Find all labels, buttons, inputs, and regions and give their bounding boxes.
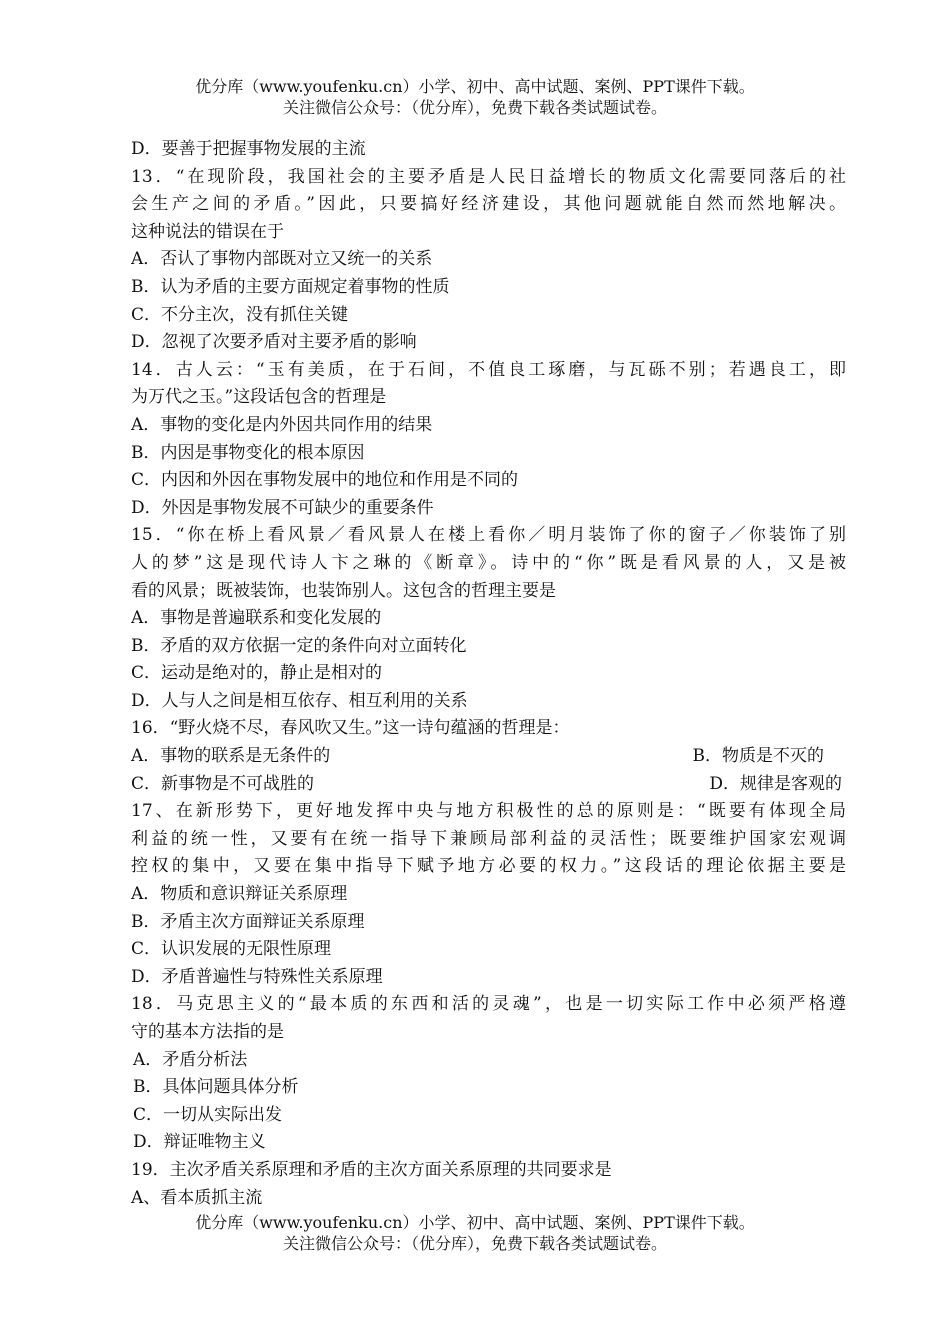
q13-stem-line-1: 13．“在现阶段，我国社会的主要矛盾是人民日益增长的物质文化需要同落后的社 <box>131 166 846 187</box>
q18-stem-line-1: 18．马克思主义的“最本质的东西和活的灵魂”，也是一切实际工作中必须严格遵 <box>131 994 846 1015</box>
q14-option-b: B．内因是事物变化的根本原因 <box>131 442 365 463</box>
q15-option-c: C．运动是绝对的，静止是相对的 <box>131 663 383 684</box>
q16-stem-line-1: 16．“野火烧不尽，春风吹又生。”这一诗句蕴涵的哲理是： <box>131 718 570 739</box>
q19-stem-line-1: 19．主次矛盾关系原理和矛盾的主次方面关系原理的共同要求是 <box>131 1159 612 1180</box>
page-header <box>0 76 950 118</box>
q16-option-d: D．规律是客观的 <box>709 773 842 794</box>
q18-option-c: C．一切从实际出发 <box>133 1104 283 1125</box>
q16-option-b: B．物质是不灭的 <box>692 746 824 767</box>
q16-options-row-1 <box>131 743 846 771</box>
q15-stem-line-3: 看的风景；既被装饰，也装饰别人。这包含的哲理主要是 <box>131 580 556 601</box>
footer-line-1: 优分库（www.youfenku.cn）小学、初中、高中试题、案例、PPT课件下载。 <box>195 1213 755 1232</box>
q18-option-a: A．矛盾分析法 <box>133 1049 248 1070</box>
q15-stem-line-1: 15．“你在桥上看风景／看风景人在楼上看你／明月装饰了你的窗子／你装饰了别 <box>131 525 846 546</box>
q16-option-c: C．新事物是不可战胜的 <box>131 773 315 794</box>
q19-option-a: A、看本质抓主流 <box>131 1187 263 1208</box>
q12-option-d: D．要善于把握事物发展的主流 <box>131 139 366 159</box>
q18-stem-line-2: 守的基本方法指的是 <box>131 1022 284 1042</box>
q17-stem-line-3: 控权的集中，又要在集中指导下赋予地方必要的权力。”这段话的理论依据主要是 <box>131 856 846 877</box>
header-line-2: 关注微信公众号：（优分库），免费下载各类试题试卷。 <box>282 98 667 117</box>
q14-option-c: C．内因和外因在事物发展中的地位和作用是不同的 <box>131 470 519 491</box>
q15-option-a: A．事物是普遍联系和变化发展的 <box>131 608 382 629</box>
q15-option-b: B．矛盾的双方依据一定的条件向对立面转化 <box>131 635 467 656</box>
page-footer <box>0 1212 950 1254</box>
question-body <box>131 136 846 1212</box>
footer-line-2: 关注微信公众号：（优分库），免费下载各类试题试卷。 <box>282 1234 667 1253</box>
q14-option-d: D．外因是事物发展不可缺少的重要条件 <box>131 497 434 518</box>
q13-stem-line-3: 这种说法的错误在于 <box>131 221 284 242</box>
q18-option-b: B．具体问题具体分析 <box>133 1077 299 1098</box>
q17-option-c: C．认识发展的无限性原理 <box>131 939 332 960</box>
q18-option-d: D．辩证唯物主义 <box>133 1132 266 1153</box>
q17-option-d: D．矛盾普遍性与特殊性关系原理 <box>131 966 383 987</box>
q14-option-a: A．事物的变化是内外因共同作用的结果 <box>131 414 433 435</box>
q17-option-b: B．矛盾主次方面辩证关系原理 <box>131 911 365 932</box>
q17-stem-line-2: 利益的统一性，又要有在统一指导下兼顾局部利益的灵活性；既要维护国家宏观调 <box>131 828 846 849</box>
q13-option-c: C．不分主次，没有抓住关键 <box>131 304 349 325</box>
q13-stem-line-2: 会生产之间的矛盾。”因此，只要搞好经济建设，其他问题就能自然而然地解决。 <box>131 194 846 215</box>
header-line-1: 优分库（www.youfenku.cn）小学、初中、高中试题、案例、PPT课件下载。 <box>195 77 755 96</box>
q17-stem-line-1: 17、在新形势下，更好地发挥中央与地方积极性的总的原则是：“既要有体现全局 <box>131 801 846 822</box>
q13-option-d: D．忽视了次要矛盾对主要矛盾的影响 <box>131 332 417 353</box>
q16-options-row-2 <box>131 771 846 799</box>
q14-stem-line-2: 为万代之玉。”这段话包含的哲理是 <box>131 387 387 408</box>
q15-stem-line-2: 人的梦”这是现代诗人卞之琳的《断章》。诗中的“你”既是看风景的人，又是被 <box>131 552 846 573</box>
q17-option-a: A．物质和意识辩证关系原理 <box>131 884 348 905</box>
q16-option-a: A．事物的联系是无条件的 <box>131 746 331 767</box>
q14-stem-line-1: 14．古人云：“玉有美质，在于石间，不值良工琢磨，与瓦砾不别；若遇良工，即 <box>131 359 846 380</box>
q13-option-a: A．否认了事物内部既对立又统一的关系 <box>131 249 433 270</box>
q15-option-d: D．人与人之间是相互依存、相互利用的关系 <box>131 690 468 711</box>
q13-option-b: B．认为矛盾的主要方面规定着事物的性质 <box>131 276 450 297</box>
